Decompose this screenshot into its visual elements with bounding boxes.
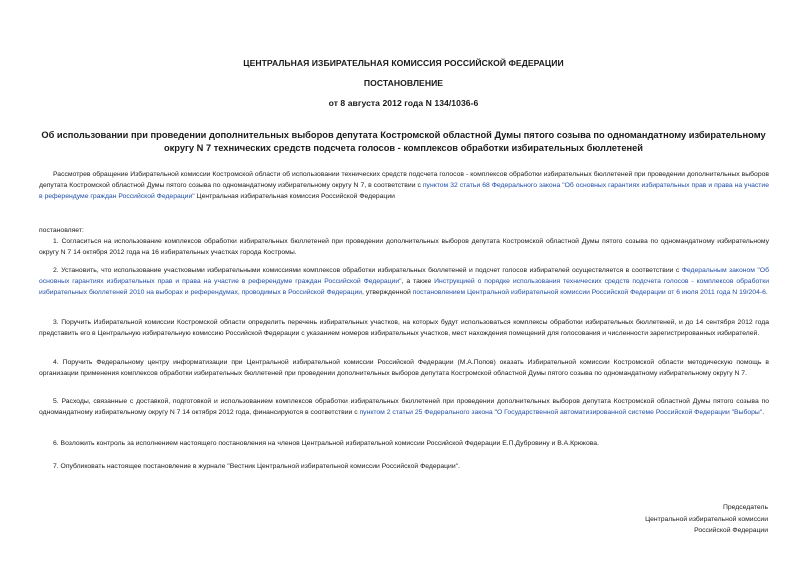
preamble-text: Рассмотрев обращение Избирательной комиссии Костромской области об использовании технических средств подсчета голосов - комплексов обработки избирательных бюллетеней при проведении дополнительных выборов депутата Костромской областной Думы пятого созыва по одномандатному избирательному округу N 7, в соответствии с (39, 171, 769, 189)
item-5 (39, 396, 769, 418)
resolves-label: постановляет: (39, 227, 84, 234)
law-link-article-68[interactable]: пунктом 32 статьи 68 Федерального закона "Об основных гарантиях избирательных прав и права на участие в референдуме граждан Российской Федерации" (39, 182, 769, 200)
item-1: 1. Согласиться на использование комплексов обработки избирательных бюллетеней при проведении дополнительных выборов депутата Костромской областной Думы пятого созыва по одномандатному избирательному округу N 7 14 октября 2012 года на 16 избирательных участках города Костромы. (39, 238, 769, 256)
document-title: Об использовании при проведении дополнительных выборов депутата Костромской областной Думы пятого созыва по одномандатному избирательному округу N 7 технических средств подсчета голосов - комплексов обработки избирательных бюллетеней (41, 130, 766, 153)
date-number: от 8 августа 2012 года N 134/1036-6 (328, 98, 479, 108)
signature-block (548, 502, 768, 537)
item-2-text: 2. Установить, что использование участковыми избирательными комиссиями комплексов обработки избирательных бюллетеней и подсчет голосов избирателей осуществляется в соответствии с (53, 267, 682, 274)
item-2 (39, 265, 769, 298)
item-5-text: " (492, 409, 497, 416)
federal-law-link[interactable]: Федеральным законом "Об основных гарантиях избирательных прав и права на участие в референдуме граждан Российской Федерации" (39, 267, 769, 285)
commission-header: ЦЕНТРАЛЬНАЯ ИЗБИРАТЕЛЬНАЯ КОМИССИЯ РОССИЙСКОЙ ФЕДЕРАЦИИ (243, 58, 564, 68)
signature-title: Председатель (723, 504, 768, 511)
item-2-text: . (765, 289, 768, 296)
preamble (39, 169, 769, 202)
item-4: 4. Поручить Федеральному центру информатизации при Центральной избирательной комиссии Российской Федерации (М.А.Попов) оказать Избирательной комиссии Костромской области методическую помощь в организации применения комплексов обработки избирательных бюллетеней при проведении дополнительных выборов депутата Костромской областной Думы пятого созыва по одномандатному избирательному округу N 7. (39, 359, 769, 377)
signature-country: Российской Федерации (694, 527, 768, 534)
signature-org: Центральной избирательной комиссии (645, 515, 768, 523)
item-6: 6. Возложить контроль за исполнением настоящего постановления на членов Центральной избирательной комиссии Российской Федерации Е.П.Дубровину и В.А.Крюкова. (53, 440, 599, 447)
instruction-link[interactable]: Инструкцией о порядке использования технических средств подсчета голосов - комплексов обработки избирательных бюллетеней 2010 на выборах и референдумах, проводимых в Российской Федерации (39, 278, 769, 296)
item-2-text: , а также (401, 278, 435, 285)
document-type: ПОСТАНОВЛЕНИЕ (363, 78, 444, 88)
item-5-text: . (762, 409, 765, 416)
vybory-law-link[interactable]: О Государственной автоматизированной системе Российской Федерации "Выборы" (496, 409, 763, 416)
article-25-link[interactable]: пунктом 2 статьи 25 Федерального закона (359, 409, 493, 416)
item-5-text: 5. Расходы, связанные с доставкой, подготовкой и использованием комплексов обработки избирательных бюллетеней при проведении дополнительных выборов депутата Костромской областной Думы пятого созыва по одномандатному избирательному округу N 7 14 октября 2012 года, финансируются в соответствии с (39, 398, 769, 416)
preamble-text-end: Центральная избирательная комиссия Российской Федерации (194, 193, 395, 200)
item-2-text: , утвержденной (362, 289, 413, 296)
item-7: 7. Опубликовать настоящее постановление в журнале "Вестник Центральной избирательной комиссии Российской Федерации". (53, 463, 460, 470)
resolution-link[interactable]: постановлением Центральной избирательной комиссии Российской Федерации от 6 июля 2011 года N 19/204-6 (412, 289, 766, 296)
item-3: 3. Поручить Избирательной комиссии Костромской области определить перечень избирательных участков, на которых будут использоваться комплексы обработки избирательных бюллетеней, и до 14 сентября 2012 года представить его в Центральную избирательную комиссию Российской Федерации с указанием номеров избирательных участков, мест нахождения помещений для голосования и численности зарегистрированных избирателей. (39, 319, 769, 337)
